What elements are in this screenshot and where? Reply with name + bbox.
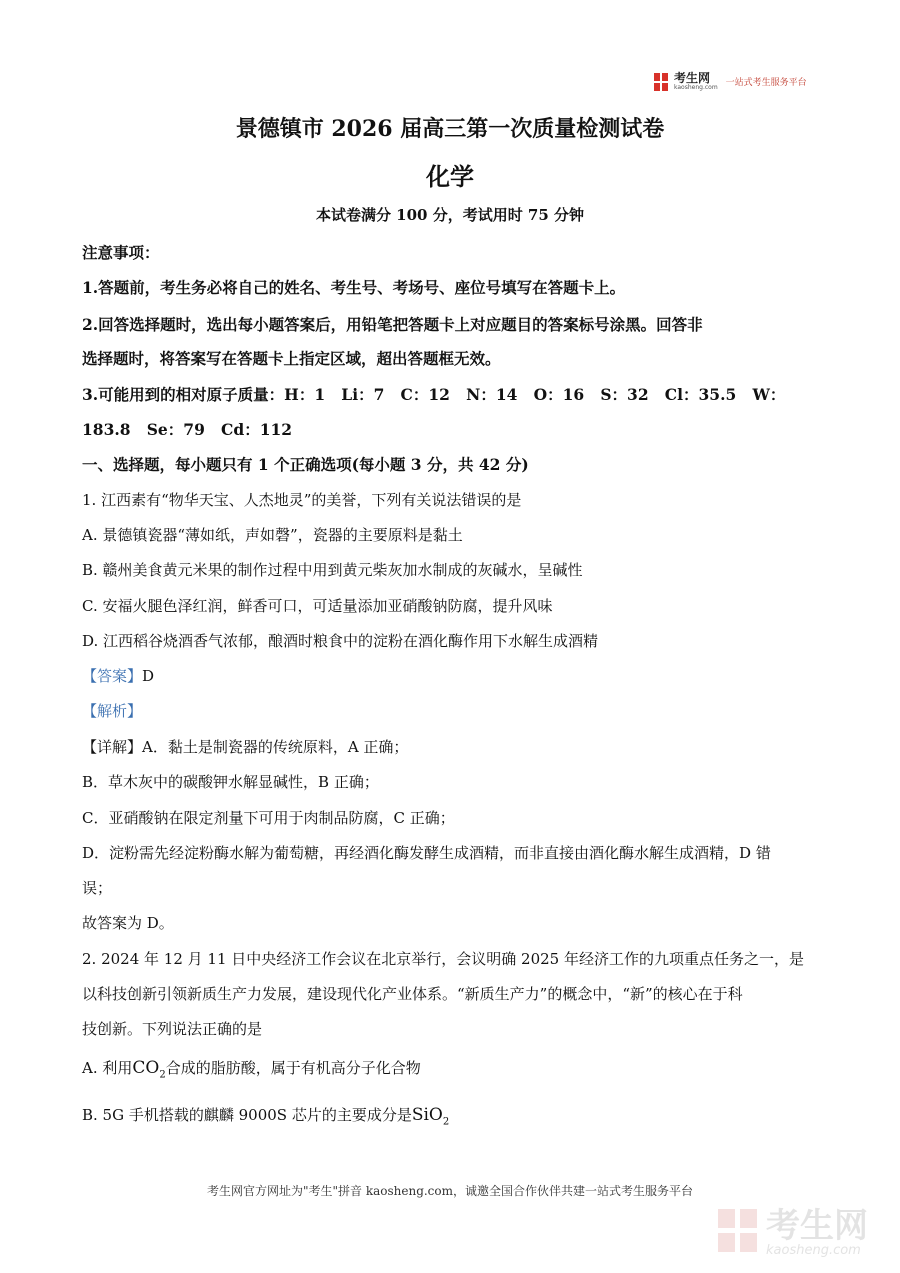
section-heading: 一、选择题，每小题只有 1 个正确选项(每小题 3 分，共 42 分) (82, 455, 529, 474)
q2-option-b-formula: SiO$_2$ (411, 1105, 450, 1128)
answer-tag: 【答案】 (82, 667, 143, 685)
brand-slogan: 一站式考生服务平台 (725, 78, 807, 88)
q1-detail-line-4: D．淀粉需先经淀粉酶水解为葡萄糖，再经酒化酶发酵生成酒精，而非直接由酒化酶水解生成酒精，D 错 (82, 844, 771, 862)
q2-option-b (82, 1104, 822, 1127)
notice-item-2-line-1: 2.回答选择题时，选出每小题答案后，用铅笔把答题卡上对应题目的答案标号涂黑。回答非 (82, 315, 703, 334)
q1-conclusion: 故答案为 D。 (82, 914, 174, 932)
watermark-url: kaosheng.com (766, 1243, 861, 1258)
notice-heading: 注意事项： (82, 243, 160, 262)
exam-info: 本试卷满分 100 分，考试用时 75 分钟 (315, 206, 585, 224)
q1-detail-line-2: B．草木灰中的碳酸钾水解显碱性，B 正确； (82, 773, 379, 791)
q2-option-a-formula: $CO_2$ (132, 1058, 166, 1081)
watermark-logo-icon (718, 1209, 758, 1257)
q2-stem-line-2: 以科技创新引领新质生产力发展，建设现代化产业体系。“新质生产力”的概念中，“新”的核心在于科 (82, 985, 743, 1003)
q1-option-b: B. 赣州美食黄元米果的制作过程中用到黄元柴灰加水制成的灰碱水，呈碱性 (82, 561, 583, 579)
q1-option-d: D. 江西稻谷烧酒香气浓郁，酿酒时粮食中的淀粉在酒化酶作用下水解生成酒精 (82, 632, 599, 650)
brand-logo (654, 72, 807, 91)
q1-stem: 1. 江西素有“物华天宝、人杰地灵”的美誉，下列有关说法错误的是 (82, 491, 522, 509)
q1-option-c: C. 安福火腿色泽红润，鲜香可口，可适量添加亚硝酸钠防腐，提升风味 (82, 597, 553, 615)
analysis-tag: 【解析】 (82, 702, 143, 720)
notice-item-1: 1.答题前，考生务必将自己的姓名、考生号、考场号、座位号填写在答题卡上。 (82, 278, 626, 297)
watermark-text: 考生网 (766, 1206, 868, 1246)
page-footer: 考生网官方网址为"考生"拼音 kaosheng.com，诚邀全国合作伙伴共建一站式考生服务平台 (206, 1184, 694, 1198)
q2-option-a (82, 1057, 822, 1080)
q1-detail-line-3: C．亚硝酸钠在限定剂量下可用于肉制品防腐，C 正确； (82, 809, 455, 827)
q2-option-a-prefix: A. 利用 (82, 1059, 133, 1077)
brand-name: 考生网 (674, 71, 711, 85)
brand-url: kaosheng.com (674, 84, 718, 91)
q2-stem-line-1: 2. 2024 年 12 月 11 日中央经济工作会议在北京举行，会议明确 2025 年经济工作的九项重点任务之一，是 (82, 950, 804, 968)
q1-detail-line-5: 误； (82, 879, 113, 897)
q1-option-a: A. 景德镇瓷器“薄如纸，声如磬”，瓷器的主要原料是黏土 (82, 526, 463, 544)
q2-option-a-suffix: 合成的脂肪酸，属于有机高分子化合物 (165, 1059, 421, 1077)
notice-item-3-line-2: 183.8 Se：79 Cd：112 (82, 420, 293, 439)
subject-title: 化学 (426, 162, 474, 191)
notice-item-2-line-2: 选择题时，将答案写在答题卡上指定区域，超出答题框无效。 (82, 349, 501, 368)
watermark (718, 1208, 868, 1258)
q2-option-b-prefix: B. 5G 手机搭载的麒麟 9000S 芯片的主要成分是 (82, 1106, 412, 1124)
q1-detail-line-1: 【详解】A．黏土是制瓷器的传统原料，A 正确； (82, 738, 409, 756)
brand-mark-icon (654, 73, 668, 91)
notice-item-3-line-1: 3.可能用到的相对原子质量：H：1 Li：7 C：12 N：14 O：16 S：32 Cl：35.5 W： (82, 385, 786, 404)
answer-value: D (142, 667, 155, 685)
exam-title: 景德镇市 2026 届高三第一次质量检测试卷 (235, 116, 665, 142)
q2-stem-line-3: 技创新。下列说法正确的是 (82, 1020, 263, 1038)
q1-answer (82, 665, 822, 686)
